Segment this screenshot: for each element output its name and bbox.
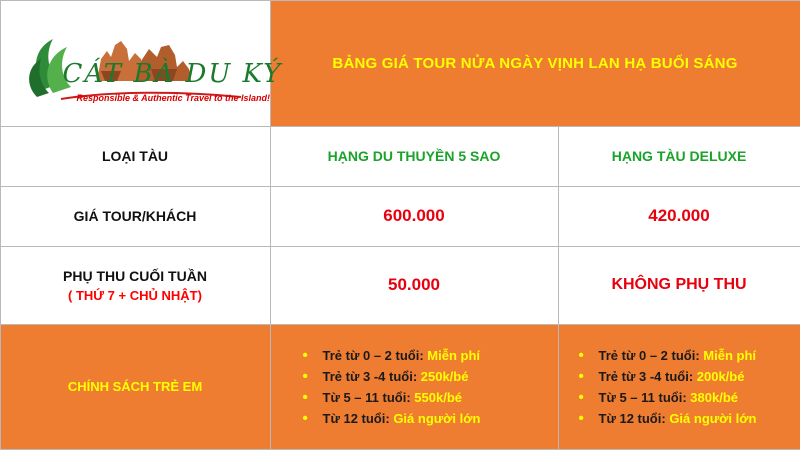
policy-item: • Trẻ từ 0 – 2 tuổi: Miễn phí [577, 345, 757, 366]
boat-type-deluxe: HẠNG TÀU DELUXE [612, 148, 747, 164]
boat-type-label: LOẠI TÀU [102, 148, 168, 164]
price-col1-cell [270, 186, 559, 247]
weekend-col1-cell [270, 246, 559, 325]
policy-item: • Từ 12 tuổi: Giá người lớn [577, 408, 757, 429]
weekend-col2-cell [558, 246, 800, 325]
policy-item: • Từ 5 – 11 tuổi: 380k/bé [577, 387, 757, 408]
price-label: GIÁ TOUR/KHÁCH [74, 208, 197, 224]
children-policy-label: CHÍNH SÁCH TRẺ EM [68, 379, 202, 394]
title-cell [270, 0, 800, 127]
boat-type-label-cell [0, 126, 271, 187]
policy-item: • Từ 12 tuổi: Giá người lớn [301, 408, 481, 429]
logo-slogan: Responsible & Authentic Travel to the Island! [77, 93, 271, 103]
logo-name: CÁT BÀ DU KÝ [63, 59, 283, 89]
logo-cell [0, 0, 271, 127]
price-deluxe: 420.000 [648, 206, 709, 226]
weekend-surcharge-luxury: 50.000 [388, 275, 440, 295]
boat-type-luxury: HẠNG DU THUYỀN 5 SAO [328, 148, 501, 164]
weekend-surcharge-deluxe: KHÔNG PHỤ THU [611, 276, 746, 294]
weekend-sublabel: ( THỨ 7 + CHỦ NHẬT) [68, 288, 202, 303]
table-title: BẢNG GIÁ TOUR NỬA NGÀY VỊNH LAN HẠ BUỔI SÁNG [332, 55, 737, 72]
children-policy-list-luxury [301, 345, 481, 429]
policy-item: • Trẻ từ 3 -4 tuổi: 250k/bé [301, 366, 481, 387]
price-luxury: 600.000 [383, 206, 444, 226]
policy-item: • Từ 5 – 11 tuổi: 550k/bé [301, 387, 481, 408]
boat-type-col2-cell [558, 126, 800, 187]
price-label-cell [0, 186, 271, 247]
children-policy-list-deluxe [577, 345, 757, 429]
children-col1-cell [270, 324, 559, 450]
policy-item: • Trẻ từ 0 – 2 tuổi: Miễn phí [301, 345, 481, 366]
weekend-label: PHỤ THU CUỐI TUẦN [63, 268, 207, 284]
weekend-label-cell [0, 246, 271, 325]
price-col2-cell [558, 186, 800, 247]
children-col2-cell [558, 324, 800, 450]
policy-item: • Trẻ từ 3 -4 tuổi: 200k/bé [577, 366, 757, 387]
boat-type-col1-cell [270, 126, 559, 187]
children-label-cell [0, 324, 271, 450]
